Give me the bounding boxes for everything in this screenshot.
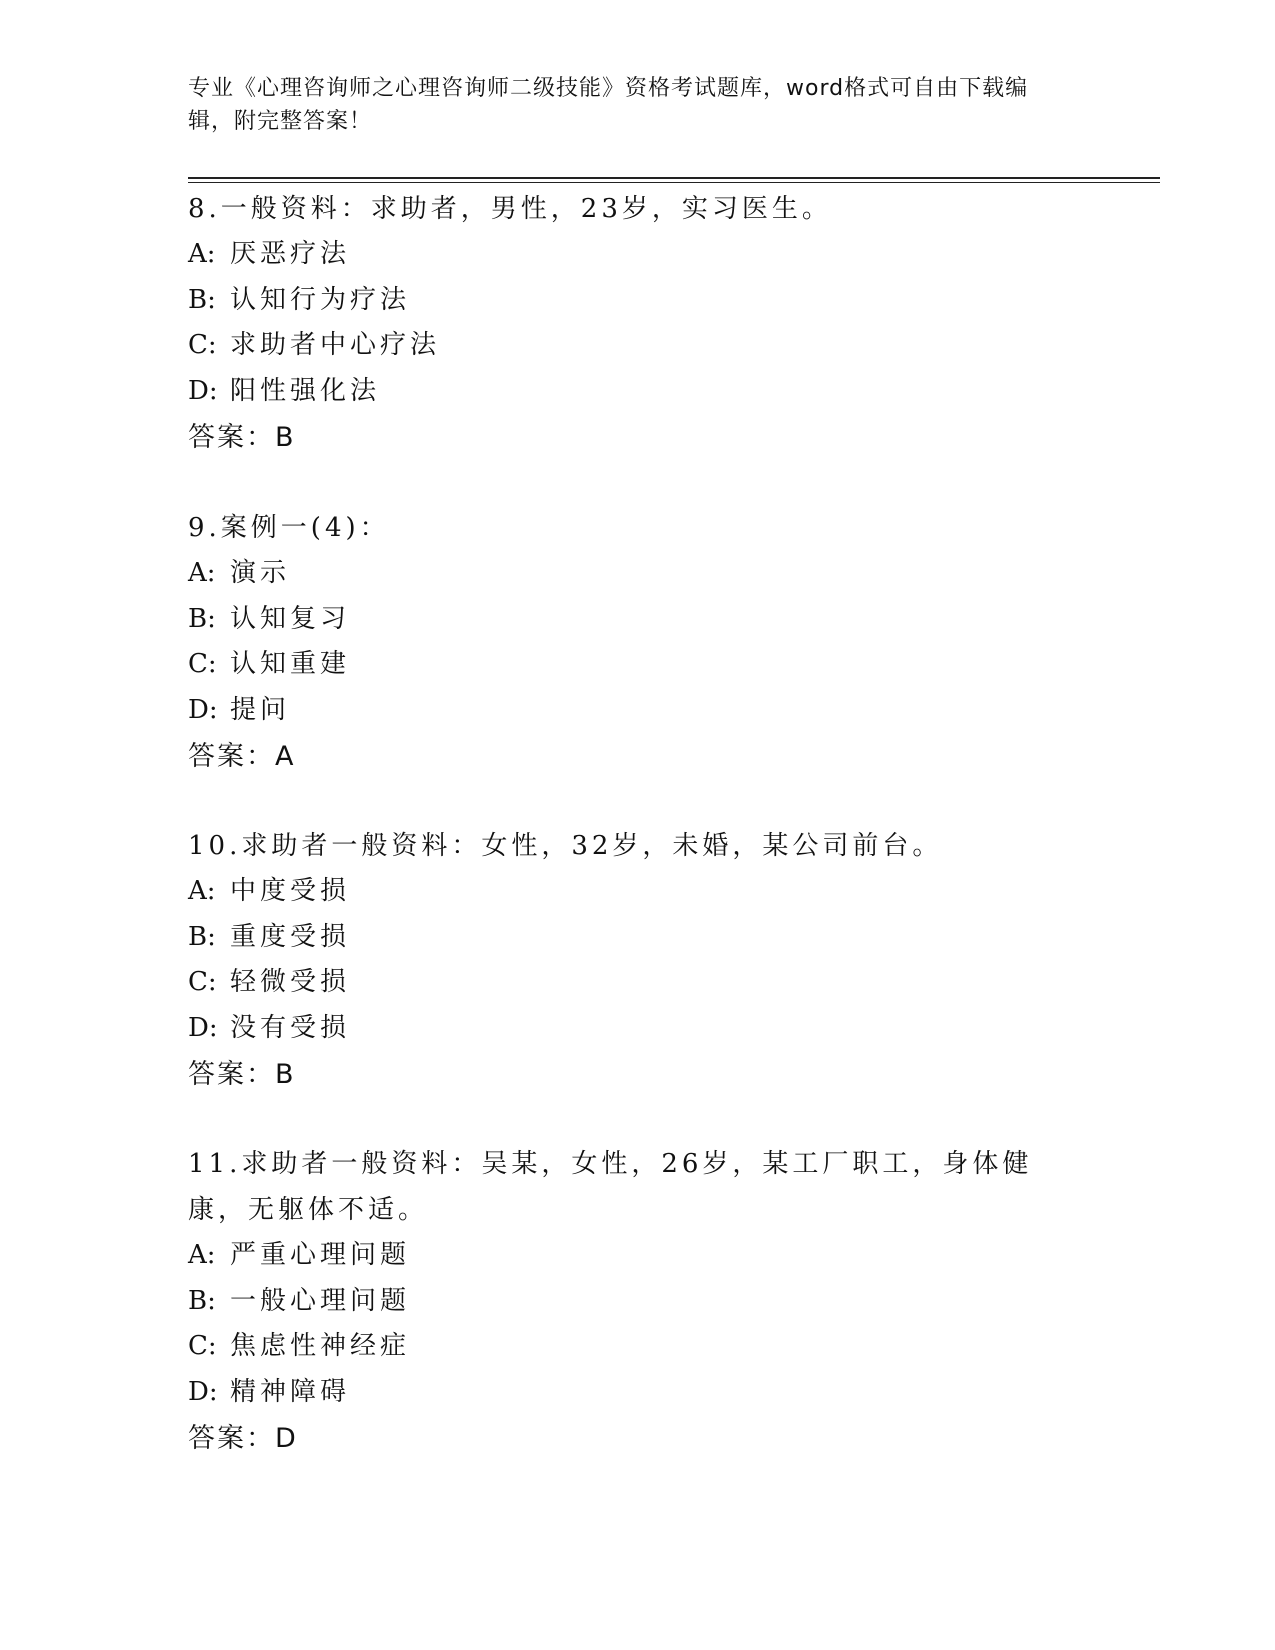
option-key: D: xyxy=(188,695,218,726)
header-divider-bottom xyxy=(188,182,1160,183)
option-c xyxy=(188,642,1088,688)
answer-line: 答案：B xyxy=(188,421,296,453)
option-key: A: xyxy=(188,876,216,906)
option-key: A: xyxy=(188,239,216,269)
answer-line: 答案：A xyxy=(188,740,296,772)
question-stem: 8.一般资料：求助者，男性，23岁，实习医生。 xyxy=(188,194,832,224)
document-header: 专业《心理咨询师之心理咨询师二级技能》资格考试题库，word格式可自由下载编辑，附完整答案！ xyxy=(188,76,1029,134)
option-text: 没有受损 xyxy=(230,1013,351,1044)
option-text: 演示 xyxy=(230,558,291,588)
option-text: 提问 xyxy=(230,695,291,726)
option-a xyxy=(188,232,1088,278)
option-text: 求助者中心疗法 xyxy=(230,330,441,361)
option-key: B: xyxy=(188,921,216,952)
option-text: 严重心理问题 xyxy=(230,1240,411,1270)
option-key: D: xyxy=(188,1013,218,1044)
option-a xyxy=(188,1233,1088,1279)
option-text: 中度受损 xyxy=(230,876,351,906)
option-key: B: xyxy=(188,284,216,315)
option-d xyxy=(188,1370,1088,1416)
option-text: 认知复习 xyxy=(230,603,351,634)
option-text: 精神障碍 xyxy=(230,1377,351,1408)
option-b xyxy=(188,1279,1088,1325)
question-stem: 10.求助者一般资料：女性，32岁，未婚，某公司前台。 xyxy=(188,831,943,861)
option-key: A: xyxy=(188,558,216,588)
option-key: A: xyxy=(188,1240,216,1270)
option-c xyxy=(188,323,1088,369)
question-8 xyxy=(188,186,1088,461)
option-key: B: xyxy=(188,603,216,634)
option-d xyxy=(188,688,1088,734)
option-text: 认知重建 xyxy=(230,649,351,680)
question-9 xyxy=(188,505,1088,780)
option-key: C: xyxy=(188,330,217,361)
header-divider-top xyxy=(188,177,1160,179)
question-11 xyxy=(188,1141,1088,1462)
option-text: 焦虑性神经症 xyxy=(230,1331,411,1362)
question-10 xyxy=(188,823,1088,1098)
option-c xyxy=(188,1324,1088,1370)
option-key: C: xyxy=(188,649,217,680)
option-b xyxy=(188,597,1088,643)
option-key: C: xyxy=(188,1331,217,1362)
option-text: 轻微受损 xyxy=(230,967,351,998)
option-a xyxy=(188,869,1088,915)
option-key: C: xyxy=(188,967,217,998)
answer-line: 答案：D xyxy=(188,1422,298,1454)
option-d xyxy=(188,369,1088,415)
option-text: 认知行为疗法 xyxy=(230,284,411,315)
option-key: B: xyxy=(188,1285,216,1316)
option-key: D: xyxy=(188,376,218,407)
option-text: 阳性强化法 xyxy=(230,376,381,407)
option-b xyxy=(188,915,1088,961)
option-c xyxy=(188,960,1088,1006)
question-stem: 9.案例一(4)： xyxy=(188,513,390,543)
option-d xyxy=(188,1006,1088,1052)
option-text: 重度受损 xyxy=(230,921,351,952)
option-text: 一般心理问题 xyxy=(230,1285,411,1316)
option-text: 厌恶疗法 xyxy=(230,239,351,269)
question-stem: 11.求助者一般资料：吴某，女性，26岁，某工厂职工，身体健康，无躯体不适。 xyxy=(188,1149,1033,1225)
option-key: D: xyxy=(188,1377,218,1408)
answer-line: 答案：B xyxy=(188,1058,296,1090)
option-a xyxy=(188,551,1088,597)
option-b xyxy=(188,278,1088,324)
